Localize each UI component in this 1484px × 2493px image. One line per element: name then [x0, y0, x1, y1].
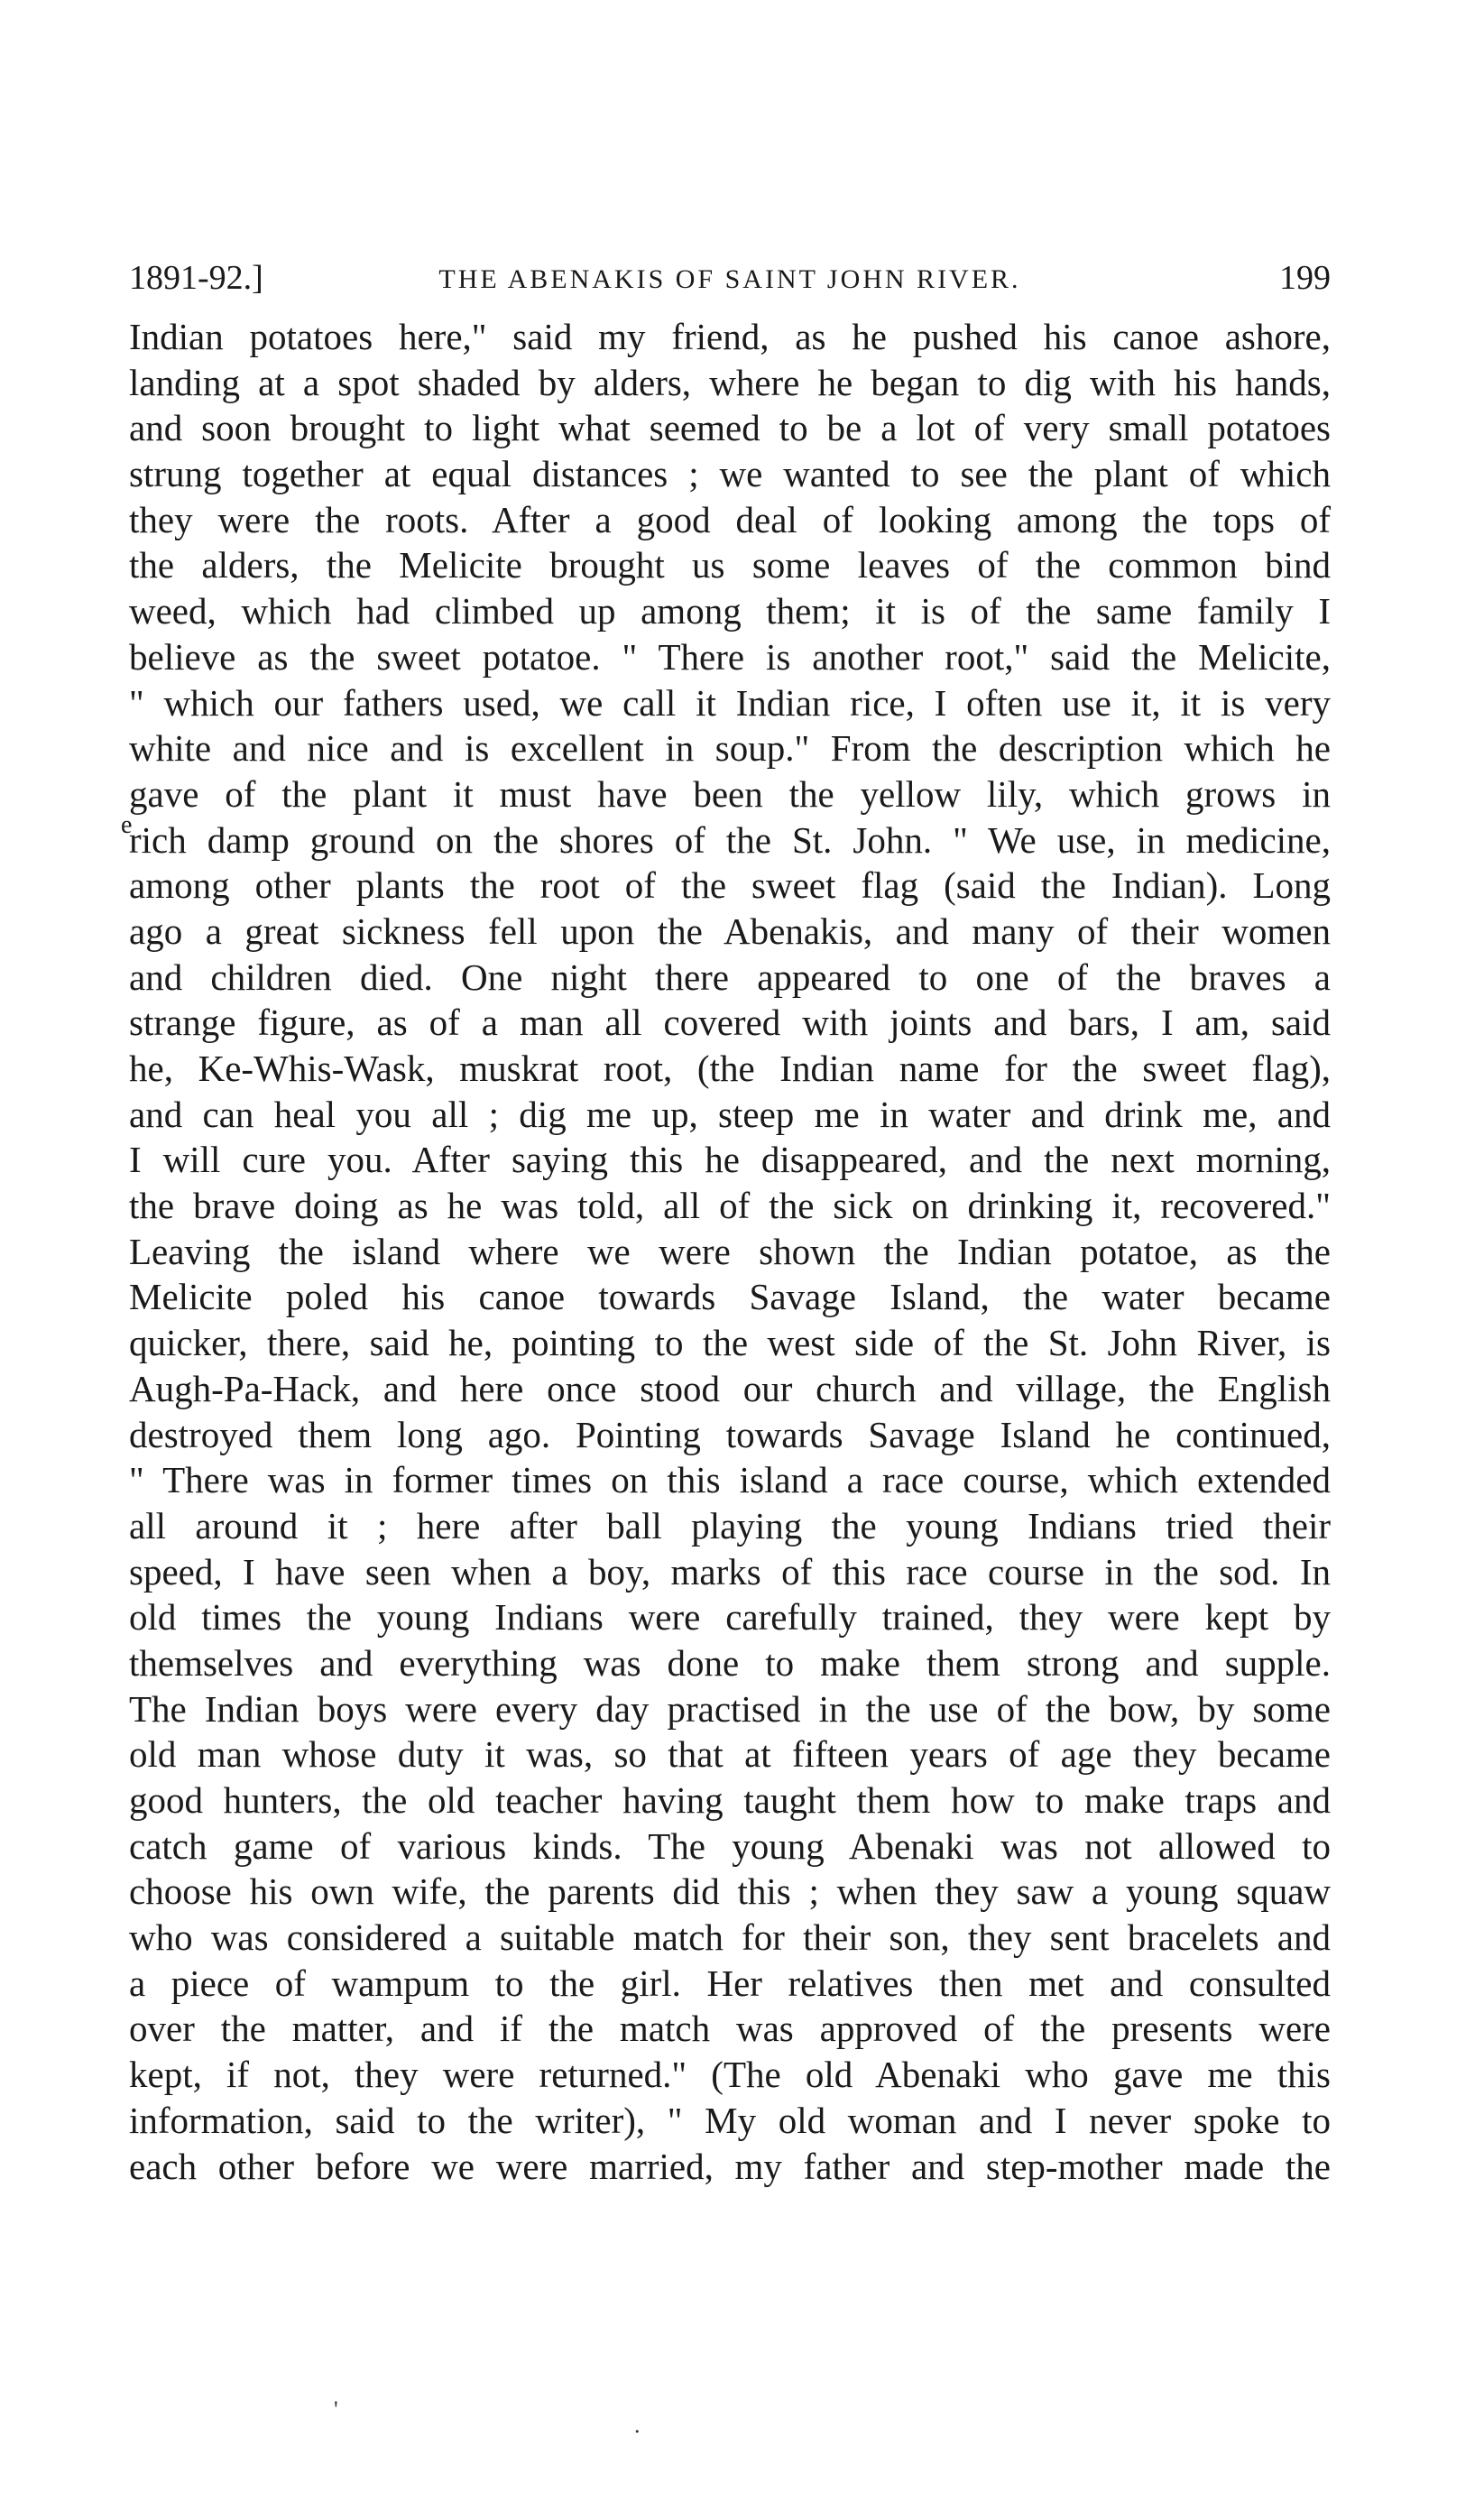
header-year-range: 1891-92.]: [129, 259, 263, 297]
text-line: each other before we were married, my father and step-mother made the: [129, 2145, 1331, 2187]
ink-speck: ': [334, 2396, 338, 2423]
text-line: the brave doing as he was told, all of the sick on drinking it, recovered.": [129, 1185, 1331, 1227]
text-line: and can heal you all ; dig me up, steep me in water and drink me, and: [129, 1093, 1331, 1135]
text-line: old times the young Indians were carefully trained, they were kept by: [129, 1596, 1331, 1639]
text-line: white and nice and is excellent in soup." From the description which he: [129, 727, 1331, 770]
text-line: Leaving the island where we were shown the Indian potatoe, as the: [129, 1230, 1331, 1272]
text-line: Melicite poled his canoe towards Savage Island, the water became: [129, 1276, 1331, 1318]
running-header: [129, 255, 1331, 300]
text-line: who was considered a suitable match for their son, they sent bracelets and: [129, 1916, 1331, 1959]
text-line: I will cure you. After saying this he disappeared, and the next morning,: [129, 1139, 1331, 1181]
text-line: the alders, the Melicite brought us some leaves of the common bind: [129, 544, 1331, 586]
header-title: THE ABENAKIS OF SAINT JOHN RIVER.: [438, 264, 1021, 294]
text-line: ago a great sickness fell upon the Abenakis, and many of their women: [129, 909, 1331, 952]
text-line: themselves and everything was done to make them strong and supple.: [129, 1641, 1331, 1684]
text-line: rich damp ground on the shores of the St. John. " We use, in medicine,: [129, 818, 1331, 861]
text-line: good hunters, the old teacher having taught them how to make traps and: [129, 1779, 1331, 1821]
body-text: [129, 314, 1331, 2189]
text-line: old man whose duty it was, so that at fifteen years of age they became: [129, 1733, 1331, 1776]
text-line: Indian potatoes here," said my friend, as he pushed his canoe ashore,: [129, 316, 1331, 357]
text-line: " which our fathers used, we call it Indian rice, I often use it, it is very: [129, 681, 1331, 724]
text-line: Augh-Pa-Hack, and here once stood our church and village, the English: [129, 1367, 1331, 1409]
text-line: they were the roots. After a good deal of looking among the tops of: [129, 498, 1331, 540]
text-line: landing at a spot shaded by alders, where he began to dig with his hands,: [129, 361, 1331, 403]
text-line: a piece of wampum to the girl. Her relatives then met and consulted: [129, 1962, 1331, 2004]
margin-mark: e: [121, 811, 133, 839]
text-line: gave of the plant it must have been the yellow lily, which grows in: [129, 772, 1331, 815]
text-line: and soon brought to light what seemed to be a lot of very small potatoes: [129, 407, 1331, 449]
text-line: " There was in former times on this island a race course, which extended: [129, 1459, 1331, 1501]
text-line: quicker, there, said he, pointing to the west side of the St. John River, is: [129, 1322, 1331, 1364]
text-line: and children died. One night there appeared to one of the braves a: [129, 956, 1331, 998]
text-line: strange figure, as of a man all covered with joints and bars, I am, said: [129, 1002, 1331, 1044]
text-line: over the matter, and if the match was approved of the presents were: [129, 2008, 1331, 2050]
text-line: he, Ke-Whis-Wask, muskrat root, (the Indian name for the sweet flag),: [129, 1048, 1331, 1089]
text-line: choose his own wife, the parents did this ; when they saw a young squaw: [129, 1870, 1331, 1913]
text-line: catch game of various kinds. The young Abenaki was not allowed to: [129, 1824, 1331, 1867]
text-line: destroyed them long ago. Pointing towards Savage Island he continued,: [129, 1413, 1331, 1455]
ink-speck: .: [634, 2412, 641, 2438]
text-line: kept, if not, they were returned." (The old Abenaki who gave me this: [129, 2054, 1331, 2096]
text-line: speed, I have seen when a boy, marks of this race course in the sod. In: [129, 1550, 1331, 1593]
text-line: all around it ; here after ball playing the young Indians tried their: [129, 1504, 1331, 1547]
text-line: believe as the sweet potatoe. " There is another root," said the Melicite,: [129, 635, 1331, 678]
text-line: weed, which had climbed up among them; it is of the same family I: [129, 590, 1331, 632]
text-line: strung together at equal distances ; we wanted to see the plant of which: [129, 453, 1331, 495]
text-line: information, said to the writer), " My old woman and I never spoke to: [129, 2099, 1331, 2141]
text-line: among other plants the root of the sweet flag (said the Indian). Long: [129, 864, 1331, 907]
page-number: 199: [1279, 259, 1331, 297]
text-line: The Indian boys were every day practised in the use of the bow, by some: [129, 1687, 1331, 1730]
